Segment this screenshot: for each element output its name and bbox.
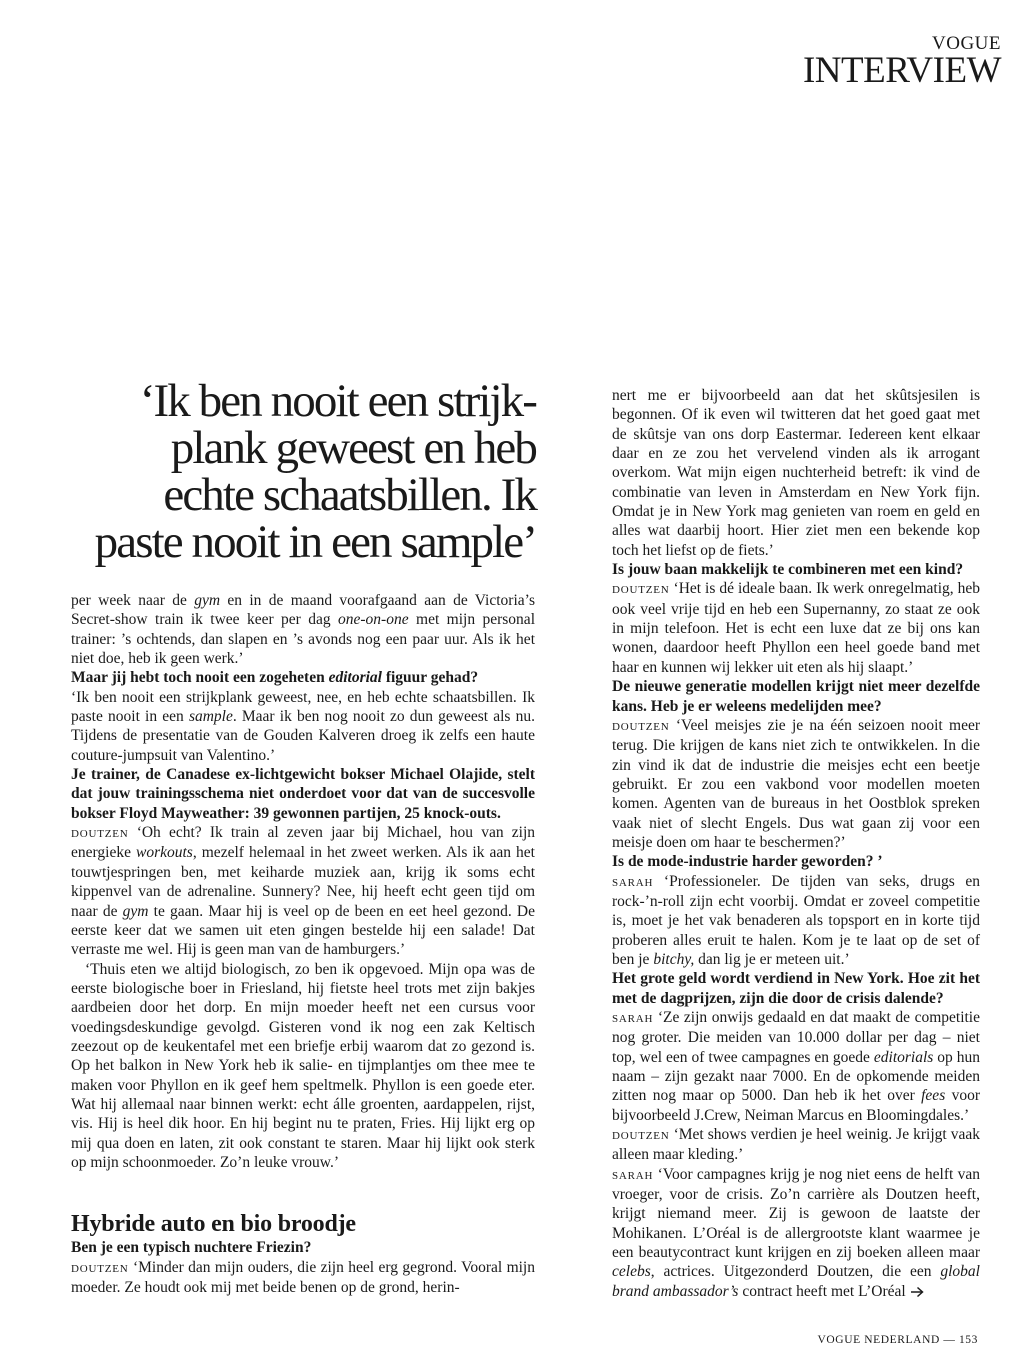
interview-question: Is de mode-industrie harder geworden? ’ bbox=[612, 853, 883, 871]
pull-quote bbox=[60, 375, 536, 568]
header-brand: VOGUE bbox=[932, 33, 1001, 54]
interview-question: Maar jij hebt toch nooit een zogeheten editorial figuur gehad? bbox=[71, 669, 479, 687]
article-column-left bbox=[71, 591, 535, 1297]
article-column-right bbox=[612, 386, 980, 1301]
interview-question: Je trainer, de Canadese ex-lichtgewicht bokser Michael Olajide, stelt dat jouw trainingsschema niet onderdoet voor dat van de succesvolle bokser Floyd Mayweather: 39 gewonnen partijen, 25 knock-outs. bbox=[71, 766, 535, 822]
interview-question: Ben je een typisch nuchtere Friezin? bbox=[71, 1239, 312, 1257]
body-paragraph: doutzen ‘Met shows verdien je heel weinig. Je krijgt vaak alleen maar kleding.’ bbox=[612, 1126, 980, 1164]
section-header bbox=[803, 34, 1001, 90]
body-paragraph: sarah ‘Ze zijn onwijs gedaald en dat maakt de competitie nog groter. Die meiden van 10.000 dollar per dag – niet top, wel een of twee campagnes en goede editorials op hun naam – zijn gezakt naar 7000. En de opkomende meiden zitten nog maar op 5000. Dan heb ik het over fees voor bijvoorbeeld J.Crew, Neiman Marcus en Bloomingdales.’ bbox=[612, 1009, 980, 1124]
footer-publication: VOGUE NEDERLAND bbox=[817, 1334, 940, 1346]
speaker-label: doutzen bbox=[612, 581, 670, 598]
body-paragraph: doutzen ‘Oh echt? Ik train al zeven jaar bij Michael, hou van zijn energieke workouts, mezelf helemaal in het zweet werken. Als ik aan het touwtjespringen ben, met keiharde muziek aan, krijg ik soms echt kippenvel van de adrenaline. Sunnery? Nee, hij heeft echt geen tijd om naar de gym te gaan. Maar hij is veel op de been en eet heel gezond. De eerste keer dat we samen uit eten gingen bestelde hij een salade! Dat verraste me wel. Hij is geen man van de hamburgers.’ bbox=[71, 824, 535, 959]
arrow-right-icon bbox=[910, 1286, 924, 1298]
body-paragraph: doutzen ‘Veel meisjes zie je na één seizoen nooit meer terug. Die krijgen de kans niet zich te ontwikkelen. In die zin vind ik dat de industrie die meisjes echt een beetje gebruikt. Er zou een vakbond voor modellen moeten komen. Agenten van de bureaus in het Oostblok spreken vaak niet of slecht Engels. Dus wat gaan zij voor een meisje doen om haar te beschermen?’ bbox=[612, 716, 980, 851]
speaker-label: doutzen bbox=[71, 1259, 129, 1276]
speaker-label: doutzen bbox=[612, 717, 670, 734]
speaker-label: sarah bbox=[612, 873, 654, 890]
speaker-label: sarah bbox=[612, 1166, 654, 1183]
body-paragraph: per week naar de gym en in de maand voorafgaand aan de Victoria’s Secret-show train ik twee keer per dag one-on-one met mijn personal trainer: ’s ochtends, dan slapen en ’s avonds nog een paar uur. Als ik het niet doe, heb ik geen werk.’ bbox=[71, 592, 535, 668]
pull-quote-line: echte schaatsbillen. Ik bbox=[163, 469, 536, 521]
body-paragraph: nert me er bijvoorbeeld aan dat het skûtsjesilen is begonnen. Of ik even wil twitteren dat het goed gaat met de skûtsje van ons dorp Eastermar. Iedereen kent elkaar daar en ze zou het vervelend vinden als ik arrogant overkom. Wat mijn eigen nuchterheid betreft: ik vind de combinatie van leven in Amsterdam en New York fijn. Omdat je in New York mag genieten van roem en geld en alles wat daarbij hoort. Hier ziet men een bekende kop toch het liefst op de fiets.’ bbox=[612, 387, 980, 559]
body-paragraph: sarah ‘Voor campagnes krijg je nog niet eens de helft van vroeger, voor de crisis. Zo’n carrière als Doutzen heeft, krijgt niemand meer. Zij is gewoon de laatste der Mohikanen. L’Oréal is de allergrootste klant waarmee je een beautycontract kunt krijgen en zij boeken alleen maar celebs, actrices. Uitgezonderd Doutzen, die een global brand ambassador’s contract heeft met L’Oréal bbox=[612, 1165, 980, 1300]
pull-quote-line: ‘Ik ben nooit een strijk- bbox=[139, 375, 536, 427]
pull-quote-line: paste nooit in een sample’ bbox=[94, 516, 536, 568]
page-footer bbox=[817, 1334, 978, 1346]
body-paragraph: doutzen ‘Minder dan mijn ouders, die zijn heel erg gegrond. Vooral mijn moeder. Ze houdt ook mij met beide benen op de grond, herin- bbox=[71, 1258, 535, 1296]
body-paragraph: sarah ‘Professioneler. De tijden van seks, drugs en rock-’n-roll zijn echt voorbij. Omdat er zoveel competitie is, moet je het vak benaderen als topsport en in korte tijd proberen alles eruit te halen. Kom je te laat op de set of ben je bitchy, dan lig je er meteen uit.’ bbox=[612, 872, 980, 968]
interview-question: De nieuwe generatie modellen krijgt niet meer dezelfde kans. Heb je er weleens medelijden mee? bbox=[612, 678, 980, 715]
speaker-label: doutzen bbox=[612, 1127, 670, 1144]
page-number: 153 bbox=[958, 1334, 978, 1346]
speaker-label: doutzen bbox=[71, 825, 129, 842]
interview-question: Is jouw baan makkelijk te combineren met een kind? bbox=[612, 561, 964, 579]
pull-quote-line: plank geweest en heb bbox=[170, 422, 536, 474]
body-paragraph: ‘Ik ben nooit een strijkplank geweest, nee, en heb echte schaatsbillen. Ik paste nooit in een sample. Maar ik ben nog nooit zo dun geweest als nu. Tijdens de presentatie van de Gouden Kalveren droeg ik zelfs een haute couture-jumpsuit van Valentino.’ bbox=[71, 688, 535, 764]
header-section-title: INTERVIEW bbox=[802, 50, 1001, 91]
body-paragraph: doutzen ‘Het is dé ideale baan. Ik werk onregelmatig, heb ook veel vrije tijd en heb een Supernanny, zo staat ze ook in mijn telefoon. Het is echt een luxe dat ze bij ons kan wonen, daardoor heeft Phyllon een heel goede band met haar en kunnen wij lekker uit eten als hij slaapt.’ bbox=[612, 580, 980, 676]
footer-separator: — bbox=[939, 1334, 959, 1346]
speaker-label: sarah bbox=[612, 1010, 654, 1026]
interview-question: Het grote geld wordt verdiend in New York. Hoe zit het met de dagprijzen, zijn die door de crisis dalende? bbox=[612, 970, 980, 1007]
body-paragraph: ‘Thuis eten we altijd biologisch, zo ben ik opgevoed. Mijn opa was de eerste biologische boer in Friesland, hij fietste heel trots met zijn bakjes aardbeien door het dorp. En mijn moeder heeft net een cursus voor voedingsdeskundige gevolgd. Gisteren vond ik nog een zak Keltisch zeezout op de keukentafel met een briefje erbij waarom dat zo gezond is. Op het balkon in New York heb ik salie- en tijmplantjes om thee mee te maken voor Phyllon en ik geef hem speltmelk. Phyllon is een goede eter. Wat hij allemaal naar binnen werkt: echt álle groenten, aardappelen, rijst, vis. Hij is heel dik hoor. En hij begint nu te praten, Fries. Hij lijkt erg op mij qua doen en laten, zit ook constant te staren. Maar hij lijkt ook sterk op mijn schoonmoeder. Zo’n leuke vrouw.’ bbox=[71, 960, 535, 1171]
section-subheading: Hybride auto en bio broodje bbox=[71, 1211, 356, 1238]
